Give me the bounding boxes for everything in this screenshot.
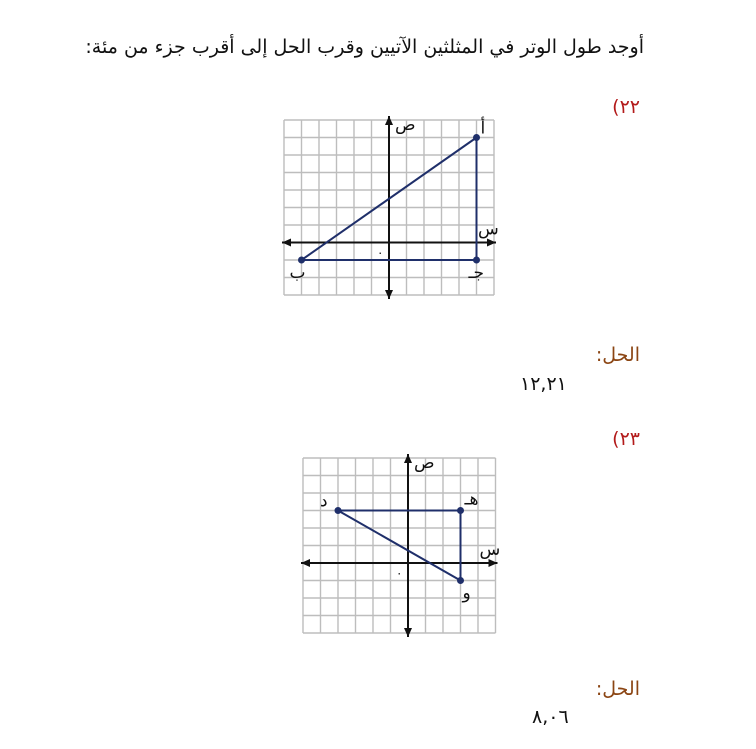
x-axis-label: س [479, 540, 501, 560]
vertex-point [473, 134, 480, 141]
problem-number-23: ٢٣) [612, 428, 640, 450]
vertex-label: هـ [464, 489, 479, 510]
vertex-label: د [320, 491, 328, 512]
problem-number-22: ٢٢) [612, 96, 640, 118]
origin-label: ٠ [396, 566, 403, 580]
x-axis-label: س [478, 219, 499, 240]
coordinate-graph-22 [282, 115, 512, 313]
vertex-point [457, 507, 464, 514]
answer-23: ٨,٠٦ [532, 706, 569, 728]
origin-label: ٠ [377, 245, 384, 260]
vertex-label: جـ [468, 263, 484, 283]
solution-label-22: الحل: [595, 344, 640, 366]
answer-22: ١٢,٢١ [520, 373, 567, 395]
vertex-point [335, 507, 342, 514]
vertex-label: أ [480, 118, 486, 139]
y-axis-label: ص [414, 453, 435, 473]
coordinate-graph-23 [301, 453, 514, 651]
y-axis-label: ص [395, 115, 416, 135]
vertex-label: و [462, 583, 471, 604]
instruction-text: أوجد طول الوتر في المثلثين الآتيين وقرب الحل إلى أقرب جزء من مئة: [85, 36, 644, 58]
vertex-label: ب [289, 263, 306, 283]
solution-label-23: الحل: [595, 678, 640, 700]
